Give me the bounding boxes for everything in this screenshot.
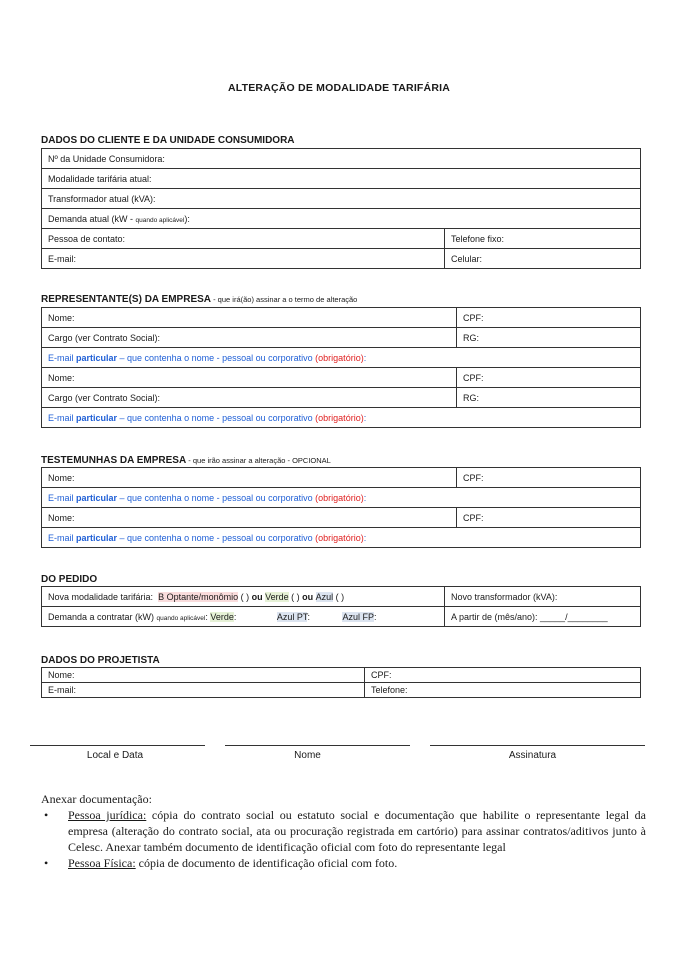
projetista-nome-field[interactable]: Nome: <box>42 668 365 683</box>
celular-field[interactable]: Celular: <box>445 249 641 269</box>
test1-nome-field[interactable]: Nome: <box>42 468 457 488</box>
projetista-table <box>41 667 641 698</box>
rep2-nome-field[interactable]: Nome: <box>42 368 457 388</box>
required-marker: (obrigatório) <box>315 412 364 423</box>
email-particular-label: particular <box>76 532 118 543</box>
demanda-azul-fp-label: Azul FP <box>342 611 374 622</box>
representantes-heading: REPRESENTANTE(S) DA EMPRESA <box>41 294 212 305</box>
annex-item-pessoa-fisica <box>44 855 646 871</box>
checkbox-azul[interactable]: ( ) <box>333 591 345 602</box>
annex-intro: Anexar documentação: <box>41 792 152 806</box>
rep1-email-field[interactable] <box>42 348 641 368</box>
email-desc: – que contenha o nome - pessoal ou corporativo <box>117 492 316 503</box>
ou-label: ou <box>299 591 316 602</box>
annex-item-text: cópia de documento de identificação oficial com foto. <box>135 856 398 870</box>
signature-label-nome: Nome <box>294 750 321 761</box>
pedido-table <box>41 586 641 627</box>
option-verde[interactable]: Verde <box>265 591 289 602</box>
bullet-icon: • <box>44 808 49 822</box>
section-heading-testemunhas <box>41 455 331 466</box>
test2-email-field[interactable] <box>42 528 641 548</box>
demanda-contratar-note: quando aplicável <box>156 614 206 622</box>
projetista-telefone-field[interactable]: Telefone: <box>365 683 641 698</box>
test2-nome-field[interactable]: Nome: <box>42 508 457 528</box>
email-desc: – que contenha o nome - pessoal ou corporativo <box>117 352 316 363</box>
telefone-fixo-field[interactable]: Telefone fixo: <box>445 229 641 249</box>
annex-item-text: cópia do contrato social ou estatuto social e documentação que habilite o representante legal da empresa (alteração do contrato social, ata ou procuração registrada em cartório) para assinar contratos/aditivos junto à Celesc. Anexar também documento de identificação oficial com foto do representante legal <box>68 808 647 854</box>
test1-email-field[interactable] <box>42 488 641 508</box>
demanda-atual-field[interactable] <box>42 209 641 229</box>
required-marker: (obrigatório) <box>315 532 364 543</box>
rep2-cargo-field[interactable]: Cargo (ver Contrato Social): <box>42 388 457 408</box>
demanda-verde-label: Verde <box>210 611 234 622</box>
demanda-atual-label: Demanda atual (kW - <box>48 213 136 224</box>
demanda-colon: : <box>205 611 211 622</box>
test1-cpf-field[interactable]: CPF: <box>457 468 641 488</box>
signature-line-assinatura[interactable] <box>430 745 645 746</box>
transformador-atual-field[interactable]: Transformador atual (kVA): <box>42 189 641 209</box>
email-colon: : <box>363 492 367 503</box>
option-b-optante[interactable]: B Optante/monômio <box>158 591 239 602</box>
checkbox-b-optante[interactable]: ( ) <box>238 591 250 602</box>
rep1-rg-field[interactable]: RG: <box>457 328 641 348</box>
representantes-subheading: - que irá(ão) assinar a o termo de alteração <box>211 295 358 304</box>
testemunhas-subheading: - que irão assinar a alteração - OPCIONAL <box>186 456 331 465</box>
rep1-cpf-field[interactable]: CPF: <box>457 308 641 328</box>
rep1-nome-field[interactable]: Nome: <box>42 308 457 328</box>
email-colon: : <box>363 532 367 543</box>
email-desc: – que contenha o nome - pessoal ou corporativo <box>117 412 316 423</box>
annex-section <box>41 791 646 871</box>
demanda-atual-note: quando aplicável <box>135 216 185 224</box>
section-heading-cliente: DADOS DO CLIENTE E DA UNIDADE CONSUMIDORA <box>41 135 295 146</box>
email-label: E-mail <box>48 412 77 423</box>
testemunhas-heading: TESTEMUNHAS DA EMPRESA <box>41 455 187 466</box>
section-heading-representantes <box>41 294 357 305</box>
required-marker: (obrigatório) <box>315 352 364 363</box>
signature-line-nome[interactable] <box>225 745 410 746</box>
rep2-cpf-field[interactable]: CPF: <box>457 368 641 388</box>
demanda-contratar-field[interactable] <box>42 607 445 627</box>
nova-modalidade-field[interactable] <box>42 587 445 607</box>
bullet-icon: • <box>44 856 49 870</box>
test2-cpf-field[interactable]: CPF: <box>457 508 641 528</box>
email-desc: – que contenha o nome - pessoal ou corporativo <box>117 532 316 543</box>
email-label: E-mail <box>48 492 77 503</box>
email-colon: : <box>363 412 367 423</box>
annex-item-pessoa-juridica <box>44 807 647 855</box>
rep1-cargo-field[interactable]: Cargo (ver Contrato Social): <box>42 328 457 348</box>
a-partir-field[interactable]: A partir de (mês/ano): _____/________ <box>445 607 641 627</box>
email-label: E-mail <box>48 352 77 363</box>
email-colon: : <box>363 352 367 363</box>
colon: : <box>373 611 377 622</box>
representantes-table <box>41 307 641 428</box>
checkbox-verde[interactable]: ( ) <box>288 591 300 602</box>
colon: : <box>233 611 237 622</box>
demanda-azul-pt-label: Azul PT <box>276 611 308 622</box>
email-field[interactable]: E-mail: <box>42 249 445 269</box>
required-marker: (obrigatório) <box>315 492 364 503</box>
option-azul[interactable]: Azul <box>315 591 334 602</box>
rep2-email-field[interactable] <box>42 408 641 428</box>
section-heading-projetista: DADOS DO PROJETISTA <box>41 655 160 666</box>
modalidade-atual-field[interactable]: Modalidade tarifária atual: <box>42 169 641 189</box>
projetista-email-field[interactable]: E-mail: <box>42 683 365 698</box>
signature-label-local-data: Local e Data <box>86 750 144 761</box>
annex-list <box>41 807 646 871</box>
email-particular-label: particular <box>76 352 118 363</box>
novo-transformador-field[interactable]: Novo transformador (kVA): <box>445 587 641 607</box>
uc-number-field[interactable]: Nº da Unidade Consumidora: <box>42 149 641 169</box>
demanda-contratar-label: Demanda a contratar (kW) <box>48 611 157 622</box>
annex-item-label: Pessoa Física: <box>68 856 136 870</box>
page-title: ALTERAÇÃO DE MODALIDADE TARIFÁRIA <box>227 82 451 94</box>
projetista-cpf-field[interactable]: CPF: <box>365 668 641 683</box>
colon: : <box>307 611 310 622</box>
signature-label-assinatura: Assinatura <box>508 750 557 761</box>
email-particular-label: particular <box>76 492 118 503</box>
pessoa-contato-field[interactable]: Pessoa de contato: <box>42 229 445 249</box>
testemunhas-table <box>41 467 641 548</box>
demanda-atual-suffix: ): <box>184 213 190 224</box>
annex-item-label: Pessoa jurídica: <box>68 808 147 822</box>
signature-line-local-data[interactable] <box>30 745 205 746</box>
email-particular-label: particular <box>76 412 118 423</box>
section-heading-pedido: DO PEDIDO <box>41 574 98 585</box>
email-label: E-mail <box>48 532 77 543</box>
ou-label: ou <box>249 591 266 602</box>
cliente-table <box>41 148 641 269</box>
nova-modalidade-label: Nova modalidade tarifária: <box>48 591 154 602</box>
rep2-rg-field[interactable]: RG: <box>457 388 641 408</box>
